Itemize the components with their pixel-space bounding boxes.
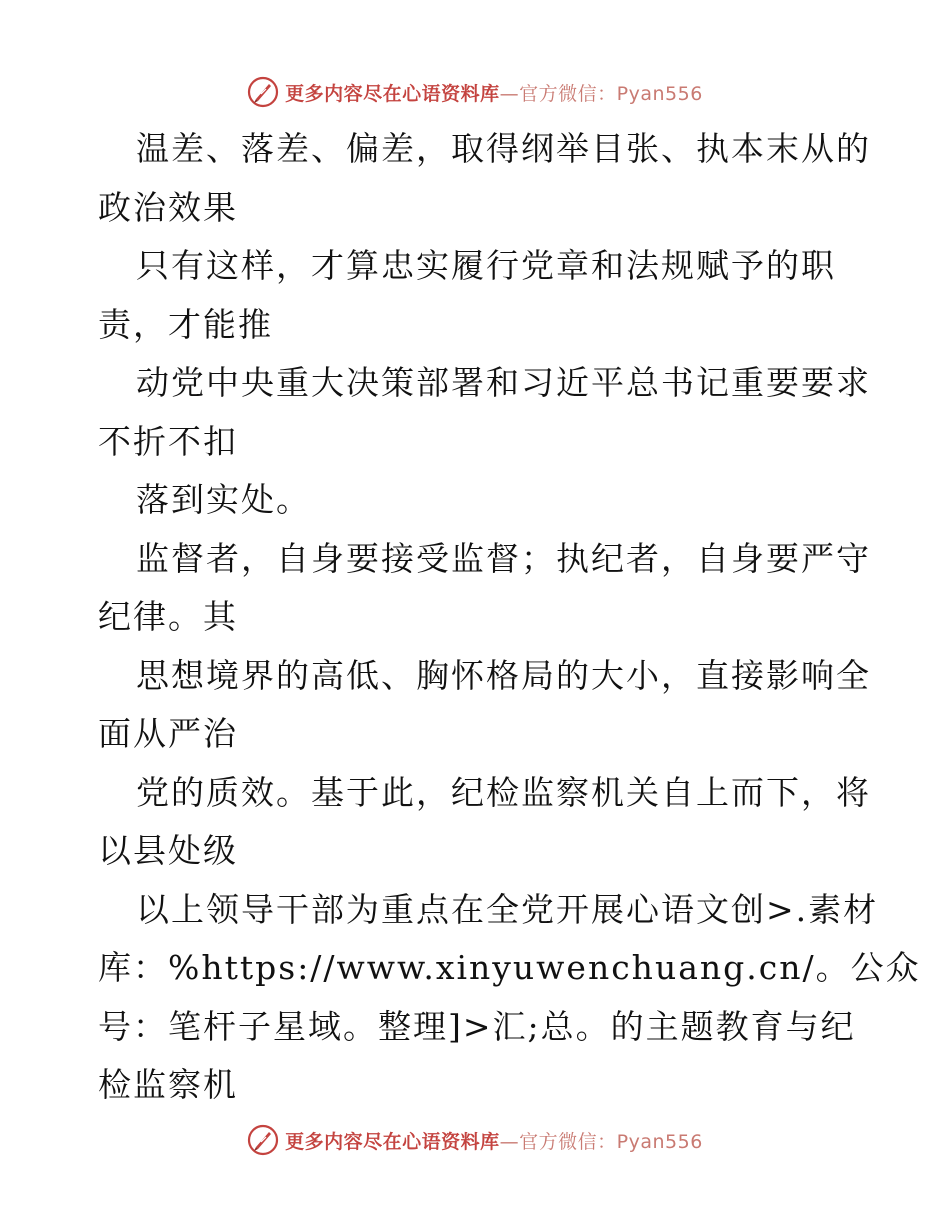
body-line: 库：%https://www.xinyuwenchuang.cn/。公众 bbox=[98, 948, 921, 987]
body-line: 监督者，自身要接受监督；执纪者，自身要严守 bbox=[136, 538, 871, 578]
body-line: 以上领导干部为重点在全党开展心语文创>.素材 bbox=[136, 889, 879, 929]
body-line: 号：笔杆子星域。整理]>汇;总。的主题教育与纪 bbox=[98, 1006, 856, 1046]
header-contact-text: 官方微信：Pyan556 bbox=[519, 82, 703, 105]
body-line: 面从严治 bbox=[98, 714, 238, 753]
footer-watermark-banner bbox=[0, 1120, 950, 1160]
header-watermark-banner bbox=[0, 72, 950, 112]
body-line: 党的质效。基于此，纪检监察机关自上而下，将 bbox=[136, 772, 871, 812]
footer-contact-text: 官方微信：Pyan556 bbox=[519, 1130, 703, 1153]
document-body bbox=[98, 120, 921, 1115]
header-dash: — bbox=[499, 82, 520, 105]
header-site-text: 更多内容尽在心语资料库 bbox=[285, 82, 500, 105]
body-line: 温差、落差、偏差，取得纲举目张、执本末从的 bbox=[136, 129, 871, 168]
body-line: 不折不扣 bbox=[98, 421, 238, 461]
feather-pen-logo-icon bbox=[247, 76, 279, 108]
footer-dash: — bbox=[499, 1130, 520, 1153]
body-line: 动党中央重大决策部署和习近平总书记重要要求 bbox=[136, 363, 871, 402]
body-line: 责，才能推 bbox=[98, 304, 273, 344]
footer-site-text: 更多内容尽在心语资料库 bbox=[285, 1130, 500, 1153]
body-line: 纪律。其 bbox=[98, 597, 238, 636]
body-line: 思想境界的高低、胸怀格局的大小，直接影响全 bbox=[136, 655, 871, 695]
feather-pen-logo-icon bbox=[247, 1124, 279, 1156]
body-line: 落到实处。 bbox=[136, 480, 311, 519]
body-line: 检监察机 bbox=[98, 1065, 238, 1104]
body-line: 以县处级 bbox=[98, 831, 238, 870]
header-banner-text bbox=[285, 79, 703, 106]
body-line: 只有这样，才算忠实履行党章和法规赋予的职 bbox=[136, 246, 836, 285]
footer-banner-text bbox=[285, 1127, 703, 1154]
body-line: 政治效果 bbox=[98, 187, 238, 227]
